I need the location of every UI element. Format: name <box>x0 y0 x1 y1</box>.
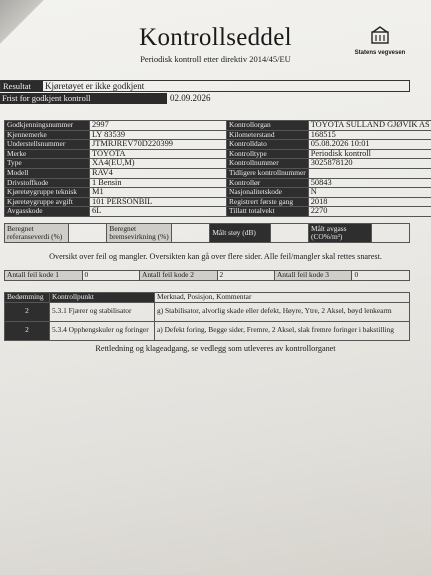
control-row <box>227 159 431 169</box>
overview-text: Oversikt over feil og mangler. Oversikten kan gå over flere sider. Alle feil/mangler skal rettes snarest. <box>49 252 382 261</box>
vehicle-row <box>5 178 227 188</box>
control-field-label: Tillatt totalvekt <box>227 207 309 217</box>
control-row <box>227 168 431 178</box>
fault-note: g) Stabilisator, alvorlig skade eller defekt, Høyre, Ytre, 2 Aksel, bøyd lenkearm <box>155 302 410 321</box>
measurements-table <box>4 223 410 243</box>
fault-count-label: Antall feil kode 2 <box>139 271 217 281</box>
control-row <box>227 140 431 150</box>
control-field-label: Kontrolldato <box>227 140 309 150</box>
footer-text: Rettledning og klageadgang, se vedlegg som utleveres av kontrollorganet <box>95 344 336 353</box>
control-field-value: 05.08.2026 10:01 <box>308 140 431 150</box>
vehicle-field-label: Modell <box>5 168 90 178</box>
fault-row <box>5 302 410 321</box>
control-org-row <box>227 121 431 131</box>
fault-count-value: 0 <box>82 271 139 281</box>
measurement-label: Beregnet referanseverdi (%) <box>5 224 69 243</box>
vehicle-field-value: M1 <box>90 188 227 198</box>
result-label: Resultat <box>1 81 43 92</box>
result-value: Kjøretøyet er ikke godkjent <box>45 81 145 91</box>
faults-header-grade: Bedømming <box>5 293 50 303</box>
faults-header-note: Merknad, Posisjon, Kommentar <box>155 293 410 303</box>
vehicle-row <box>5 207 227 217</box>
control-row <box>227 188 431 198</box>
fault-count-value: 2 <box>217 271 274 281</box>
vehicle-row <box>5 159 227 169</box>
document-subtitle: Periodisk kontroll etter direktiv 2014/45/EU <box>140 54 291 64</box>
control-row <box>227 197 431 207</box>
control-field-value <box>308 168 431 178</box>
fault-grade: 2 <box>5 302 50 321</box>
control-field-label: Nasjonalitetskode <box>227 188 309 198</box>
vehicle-field-label: Merke <box>5 149 90 159</box>
control-field-value: 2270 <box>308 207 431 217</box>
control-field-value: Periodisk kontroll <box>308 149 431 159</box>
vehicle-field-value: XA4(EU,M) <box>90 159 227 169</box>
measurement-value <box>371 224 409 243</box>
deadline-value: 02.09.2026 <box>170 93 211 103</box>
vehicle-field-label: Kjennemerke <box>5 130 90 140</box>
logo-text: Statens vegvesen <box>354 50 406 56</box>
vehicle-table <box>4 120 227 217</box>
measurement-value <box>271 224 309 243</box>
vehicle-field-value: 2997 <box>90 121 227 131</box>
faults-header-point: Kontrollpunkt <box>50 293 155 303</box>
fault-note: a) Defekt foring, Begge sider, Fremre, 2 Aksel, slak fremre foringer i bakstilling <box>155 321 410 340</box>
vehicle-field-value: LY 83539 <box>90 130 227 140</box>
vehicle-field-value: RAV4 <box>90 168 227 178</box>
fault-point: 5.3.1 Fjærer og stabilisator <box>50 302 155 321</box>
control-field-label: Kontrollnummer <box>227 159 309 169</box>
vehicle-field-label: Drivstoffkode <box>5 178 90 188</box>
fault-count-label: Antall feil kode 1 <box>5 271 83 281</box>
fault-count-value: 0 <box>352 271 410 281</box>
deadline-label-text: Frist for godkjent kontroll <box>2 93 91 103</box>
vehicle-row <box>5 168 227 178</box>
vehicle-field-label: Type <box>5 159 90 169</box>
measurement-label: Målt avgass (CO%/m³) <box>309 224 372 243</box>
fault-row <box>5 321 410 340</box>
vehicle-field-label: Godkjenningsnummer <box>5 121 90 131</box>
vehicle-row <box>5 197 227 207</box>
control-row <box>227 178 431 188</box>
vehicle-row <box>5 188 227 198</box>
statens-vegvesen-logo <box>350 26 410 56</box>
control-org-label: Kontrollorgan <box>227 121 309 131</box>
vehicle-field-value: JTMRJREV70D220399 <box>90 140 227 150</box>
control-field-label: Kontrolltype <box>227 149 309 159</box>
fault-point: 5.3.4 Opphengskuler og foringer <box>50 321 155 340</box>
measurement-label: Målt støy (dB) <box>210 224 271 243</box>
vehicle-row <box>5 149 227 159</box>
vehicle-field-label: Avgasskode <box>5 207 90 217</box>
control-field-value: 50843 <box>308 178 431 188</box>
vehicle-field-value: 1 Bensin <box>90 178 227 188</box>
measurement-value <box>69 224 107 243</box>
control-row <box>227 207 431 217</box>
control-field-value: 3025878120 <box>308 159 431 169</box>
document-title: Kontrollseddel <box>139 24 292 51</box>
vehicle-row <box>5 121 227 131</box>
fault-count-table <box>4 270 410 281</box>
measurement-label: Beregnet bremsevirkning (%) <box>107 224 172 243</box>
faults-table <box>4 292 410 341</box>
fault-grade: 2 <box>5 321 50 340</box>
measurement-value <box>172 224 210 243</box>
result-bar <box>0 80 410 92</box>
control-table <box>226 120 431 217</box>
vehicle-row <box>5 140 227 150</box>
control-field-value: 168515 <box>308 130 431 140</box>
control-row <box>227 130 431 140</box>
vehicle-field-label: Understellsnummer <box>5 140 90 150</box>
control-org-value: TOYOTA SULLAND GJØVIK AS <box>308 121 431 131</box>
deadline-label <box>0 93 167 104</box>
control-field-label: Registrert første gang <box>227 197 309 207</box>
vehicle-field-value: 6L <box>90 207 227 217</box>
crest-icon <box>370 26 390 44</box>
control-field-label: Kontrollør <box>227 178 309 188</box>
faults-header-row <box>5 293 410 303</box>
vehicle-field-label: Kjøretøygruppe avgift <box>5 197 90 207</box>
control-field-label: Kilometerstand <box>227 130 309 140</box>
control-field-value: 2018 <box>308 197 431 207</box>
vehicle-row <box>5 130 227 140</box>
vehicle-field-value: TOYOTA <box>90 149 227 159</box>
control-field-value: N <box>308 188 431 198</box>
fault-count-label: Antall feil kode 3 <box>274 271 352 281</box>
vehicle-field-label: Kjøretøygruppe teknisk <box>5 188 90 198</box>
control-field-label: Tidligere kontrollnummer <box>227 168 309 178</box>
vehicle-field-value: 101 PERSONBIL <box>90 197 227 207</box>
control-row <box>227 149 431 159</box>
